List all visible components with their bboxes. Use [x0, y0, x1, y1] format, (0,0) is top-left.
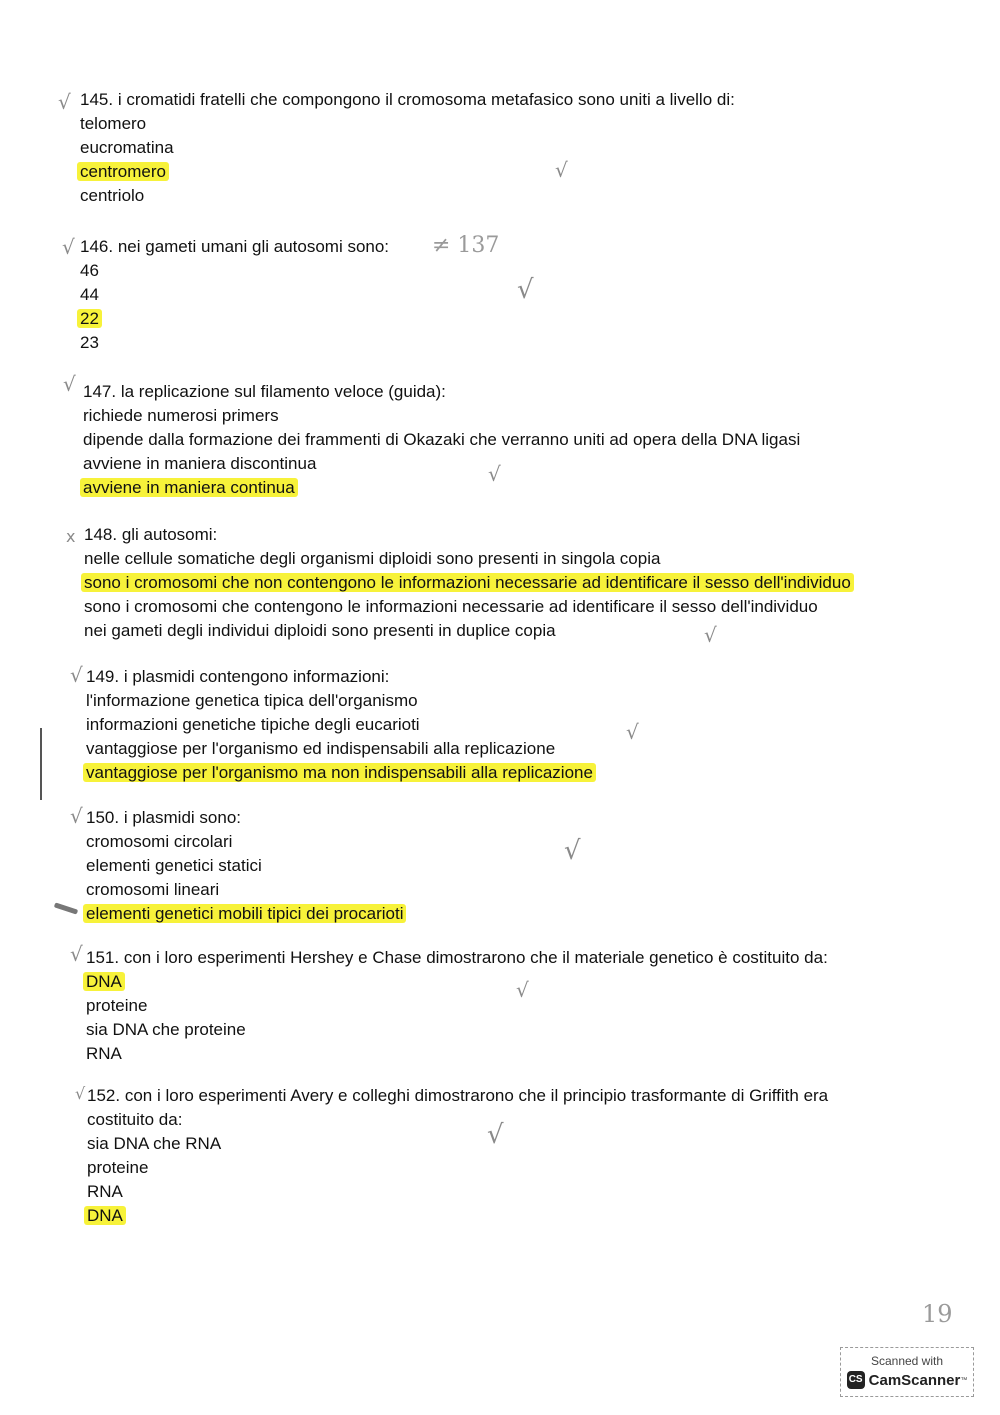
margin-check-mark: √: [75, 1084, 86, 1103]
margin-check-mark: √: [70, 663, 83, 687]
question-title: [87, 1084, 847, 1132]
question-text: nei gameti umani gli autosomi sono:: [117, 237, 390, 256]
question-151: [70, 942, 966, 1066]
answer-option: informazioni genetiche tipiche degli eucarioti: [86, 715, 420, 734]
answer-option: eucromatina: [80, 138, 174, 157]
question-number: 145.: [80, 90, 114, 109]
answer-option: cromosomi circolari: [86, 832, 233, 851]
answer-list: [83, 404, 963, 500]
margin-check-mark: √: [63, 372, 76, 396]
grading-check-mark: √: [564, 836, 581, 866]
camscanner-logo-icon: CS: [847, 1371, 865, 1389]
answer-option-highlighted: vantaggiose per l'organismo ma non indispensabili alla replicazione: [86, 761, 966, 785]
answer-list: [86, 689, 966, 785]
camscanner-watermark: [840, 1347, 974, 1397]
grading-check-mark: √: [555, 158, 568, 182]
page-number: 19: [922, 1300, 953, 1328]
margin-check-mark: √: [70, 804, 83, 828]
answer-option: sia DNA che RNA: [87, 1134, 222, 1153]
answer-option: avviene in maniera discontinua: [83, 454, 317, 473]
question-text: con i loro esperimenti Hershey e Chase dimostrarono che il materiale genetico è costituito da:: [123, 948, 828, 967]
question-150: [70, 804, 966, 926]
answer-option: RNA: [86, 1044, 122, 1063]
question-147: [63, 372, 963, 500]
grading-check-mark: √: [487, 1120, 504, 1150]
answer-list: [84, 547, 964, 643]
question-149: [70, 663, 966, 785]
question-number: 149.: [86, 667, 120, 686]
answer-option-highlighted: avviene in maniera continua: [83, 476, 963, 500]
question-152: [75, 1084, 847, 1228]
answer-list: [86, 830, 966, 926]
answer-option: centriolo: [80, 186, 145, 205]
answer-option-highlighted: centromero: [80, 160, 960, 184]
margin-x-mark: x: [66, 527, 76, 546]
question-title: [80, 88, 960, 112]
answer-option: 46: [80, 261, 99, 280]
question-title: [83, 380, 963, 404]
grading-check-mark: √: [517, 275, 534, 305]
question-number: 147.: [83, 382, 117, 401]
question-title: [80, 235, 960, 259]
answer-option: elementi genetici statici: [86, 856, 262, 875]
question-148: [66, 523, 964, 647]
answer-option: nelle cellule somatiche degli organismi diploidi sono presenti in singola copia: [84, 549, 661, 568]
margin-check-mark: √: [70, 942, 83, 966]
answer-option: RNA: [87, 1182, 123, 1201]
answer-option: l'informazione genetica tipica dell'organismo: [86, 691, 418, 710]
answer-option: proteine: [86, 996, 148, 1015]
answer-option: 23: [80, 333, 99, 352]
answer-list: [80, 112, 960, 208]
watermark-caption: Scanned with: [870, 1354, 944, 1368]
grading-check-mark: √: [626, 720, 639, 744]
trademark-symbol: ™: [960, 1376, 968, 1384]
question-text: i plasmidi contengono informazioni:: [123, 667, 390, 686]
answer-option: sia DNA che proteine: [86, 1020, 246, 1039]
grading-check-mark: √: [516, 978, 529, 1002]
answer-option: 44: [80, 285, 99, 304]
answer-option: richiede numerosi primers: [83, 406, 279, 425]
watermark-brand-row: [841, 1371, 973, 1389]
answer-option: telomero: [80, 114, 147, 133]
question-text: i plasmidi sono:: [123, 808, 241, 827]
question-number: 152.: [87, 1086, 121, 1105]
answer-option: cromosomi lineari: [86, 880, 220, 899]
answer-option-highlighted: DNA: [86, 970, 966, 994]
question-title: [86, 665, 966, 689]
margin-check-mark: √: [58, 90, 71, 114]
question-146: [62, 233, 960, 355]
grading-check-mark: √: [488, 462, 501, 486]
question-number: 146.: [80, 237, 114, 256]
answer-option: dipende dalla formazione dei frammenti di Okazaki che verranno uniti ad opera della DNA ligasi: [83, 430, 801, 449]
question-title: [86, 946, 966, 970]
answer-option: nei gameti degli individui diploidi sono presenti in duplice copia: [84, 621, 556, 640]
question-text: gli autosomi:: [121, 525, 218, 544]
watermark-brand: CamScanner: [868, 1371, 961, 1389]
question-text: con i loro esperimenti Avery e colleghi dimostrarono che il principio trasformante di Griffith era costituito da:: [87, 1086, 829, 1129]
answer-option-highlighted: elementi genetici mobili tipici dei procarioti: [86, 902, 966, 926]
question-title: [86, 806, 966, 830]
question-number: 151.: [86, 948, 120, 967]
question-title: [84, 523, 964, 547]
question-number: 150.: [86, 808, 120, 827]
answer-option-highlighted: sono i cromosomi che non contengono le informazioni necessarie ad identificare il sesso dell'individuo: [84, 571, 964, 595]
question-text: i cromatidi fratelli che compongono il cromosoma metafasico sono uniti a livello di:: [117, 90, 735, 109]
margin-check-mark: √: [62, 235, 75, 259]
grading-check-mark: √: [704, 623, 717, 647]
margin-pen-stroke: [40, 728, 42, 800]
answer-list: [87, 1132, 847, 1228]
question-text: la replicazione sul filamento veloce (guida):: [120, 382, 446, 401]
question-number: 148.: [84, 525, 118, 544]
question-145: [58, 88, 960, 208]
pencil-icon: [54, 902, 78, 914]
answer-option: sono i cromosomi che contengono le informazioni necessarie ad identificare il sesso dell'individuo: [84, 597, 818, 616]
answer-list: [80, 259, 960, 355]
answer-option: vantaggiose per l'organismo ed indispensabili alla replicazione: [86, 739, 556, 758]
answer-option: proteine: [87, 1158, 149, 1177]
answer-option-highlighted: 22: [80, 307, 960, 331]
handwritten-note: ≠ 137: [432, 233, 500, 258]
answer-option-highlighted: DNA: [87, 1204, 847, 1228]
